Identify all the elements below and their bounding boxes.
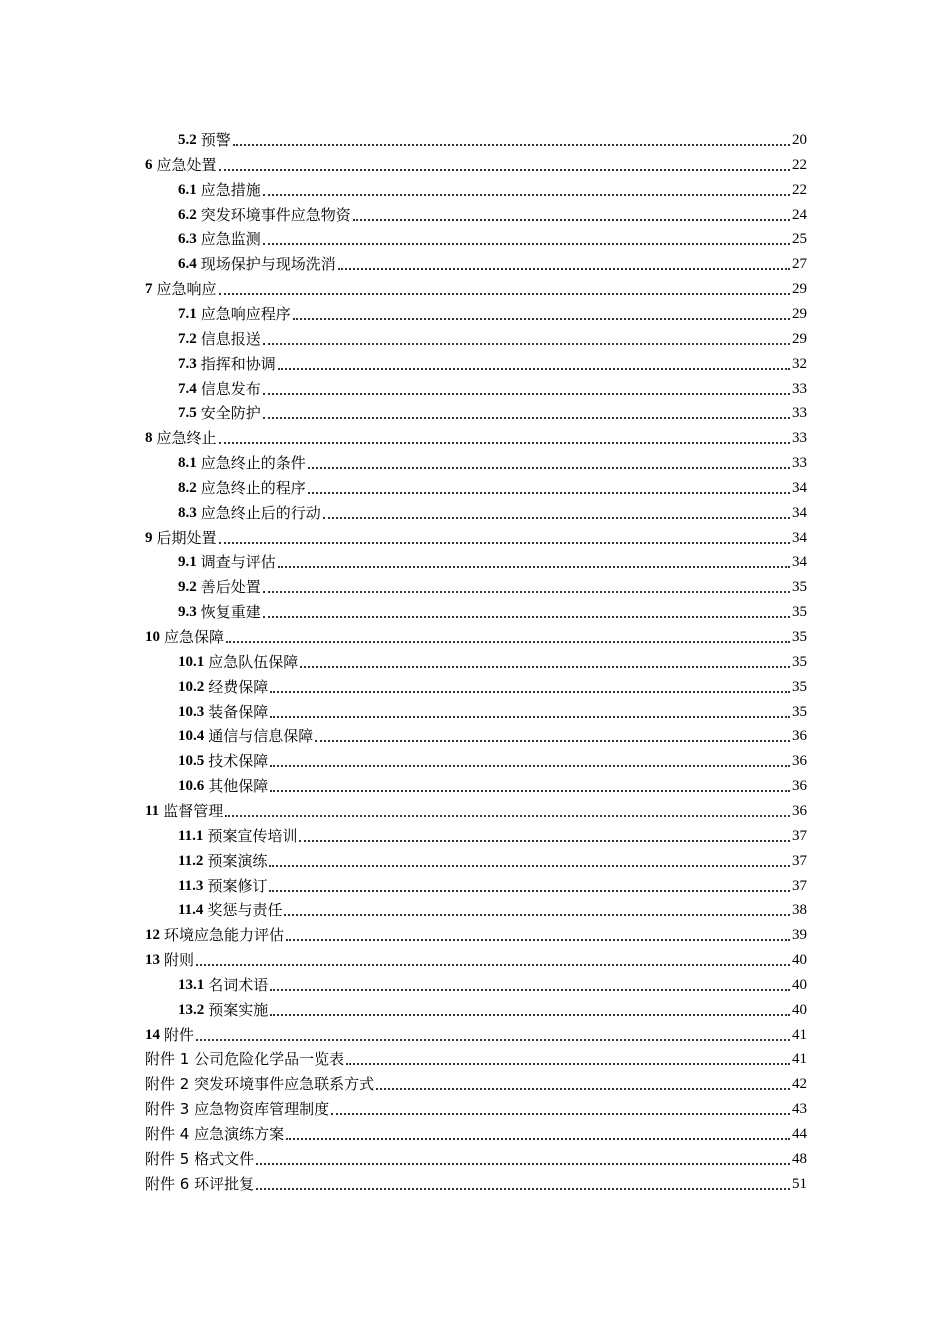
toc-entry-page-number: 44: [792, 1126, 807, 1142]
toc-entry-title: 应急终止: [156, 429, 217, 448]
toc-entry[interactable]: [178, 672, 807, 697]
toc-dot-leader: [256, 1187, 790, 1190]
toc-dot-leader: [293, 317, 790, 320]
toc-dot-leader: [338, 267, 790, 270]
toc-dot-leader: [299, 839, 790, 842]
toc-entry-title: 应急保障: [164, 628, 225, 646]
toc-entry-page-number: 48: [792, 1150, 807, 1167]
toc-dot-leader: [270, 690, 790, 693]
toc-entry-title: 应急终止的条件: [200, 454, 306, 473]
toc-entry[interactable]: [145, 274, 807, 299]
toc-entry-number: 9: [145, 529, 153, 546]
toc-entry-number: 8.2: [178, 479, 197, 496]
toc-entry[interactable]: [178, 597, 807, 622]
toc-dot-leader: [278, 565, 790, 568]
toc-entry-page-number: 34: [792, 504, 807, 521]
toc-entry-page-number: 35: [792, 579, 807, 596]
toc-dot-leader: [323, 516, 790, 519]
toc-dot-leader: [263, 590, 790, 593]
toc-entry-title: 应急响应: [156, 280, 217, 299]
toc-entry-title: 应急响应程序: [200, 304, 291, 323]
toc-dot-leader: [284, 913, 790, 916]
toc-entry-page-number: 43: [792, 1101, 807, 1118]
toc-entry-page-number: 37: [792, 877, 807, 894]
toc-entry-number: 13: [145, 952, 160, 969]
toc-entry-page-number: 37: [792, 827, 807, 844]
toc-entry-title: 附件 2 突发环境事件应急联系方式: [145, 1075, 375, 1094]
toc-dot-leader: [219, 441, 790, 444]
toc-entry-number: 10.1: [178, 653, 205, 670]
toc-dot-leader: [270, 764, 790, 767]
toc-entry-number: 9.2: [178, 579, 197, 596]
toc-entry[interactable]: [145, 796, 807, 821]
toc-entry[interactable]: [178, 995, 807, 1020]
toc-entry-page-number: 34: [792, 529, 807, 546]
toc-entry-title: 指挥和协调: [200, 354, 276, 373]
toc-entry-number: 12: [145, 927, 160, 944]
toc-dot-leader: [308, 491, 790, 494]
toc-entry[interactable]: [178, 374, 807, 399]
toc-entry[interactable]: [145, 150, 807, 175]
toc-entry-page-number: 33: [792, 405, 807, 422]
toc-entry-page-number: 33: [792, 380, 807, 397]
toc-dot-leader: [331, 1112, 790, 1115]
toc-entry-page-number: 37: [792, 852, 807, 869]
toc-entry-number: 7: [145, 281, 153, 298]
toc-entry[interactable]: [178, 224, 807, 249]
toc-entry-number: 6.2: [178, 206, 197, 223]
toc-entry-number: 13.2: [178, 1001, 205, 1018]
toc-entry-number: 11: [145, 802, 160, 819]
toc-entry-number: 11.3: [178, 877, 204, 894]
toc-entry-number: 14: [145, 1026, 160, 1043]
toc-entry-title: 附件 4 应急演练方案: [145, 1125, 285, 1143]
toc-dot-leader: [256, 1162, 790, 1165]
toc-entry-number: 7.2: [178, 330, 197, 347]
toc-entry[interactable]: [178, 349, 807, 374]
toc-entry[interactable]: [178, 175, 807, 200]
toc-entry-title: 应急措施: [200, 180, 261, 199]
toc-entry[interactable]: [178, 200, 807, 225]
toc-entry[interactable]: [178, 299, 807, 324]
toc-entry-title: 信息发布: [200, 379, 261, 398]
toc-entry[interactable]: [145, 1020, 807, 1045]
toc-entry-number: 10.6: [178, 778, 205, 795]
toc-entry-title: 安全防护: [200, 404, 261, 423]
toc-entry[interactable]: [178, 324, 807, 349]
toc-entry-title: 应急处置: [156, 155, 217, 174]
toc-entry-title: 现场保护与现场洗消: [200, 255, 336, 274]
toc-entry[interactable]: [145, 1119, 807, 1144]
toc-entry-number: 7.5: [178, 405, 197, 422]
toc-dot-leader: [269, 864, 790, 867]
toc-entry-number: 10.4: [178, 728, 205, 745]
toc-entry-page-number: 38: [792, 902, 807, 919]
toc-entry-page-number: 33: [792, 455, 807, 472]
toc-dot-leader: [376, 1087, 790, 1090]
toc-entry-number: 6.3: [178, 231, 197, 248]
toc-entry-title: 后期处置: [156, 528, 217, 547]
toc-entry-page-number: 41: [792, 1026, 807, 1043]
toc-entry-title: 装备保障: [208, 702, 269, 721]
toc-dot-leader: [219, 168, 790, 171]
toc-entry-number: 13.1: [178, 976, 205, 993]
toc-entry-title: 预案修订: [207, 876, 268, 895]
toc-entry-number: 5.2: [178, 132, 197, 148]
toc-entry-title: 突发环境事件应急物资: [200, 205, 351, 224]
toc-dot-leader: [353, 218, 790, 221]
toc-entry-number: 9.1: [178, 554, 197, 571]
toc-entry-number: 6.4: [178, 256, 197, 273]
toc-entry-number: 9.3: [178, 604, 197, 621]
toc-entry-page-number: 35: [792, 653, 807, 670]
toc-dot-leader: [269, 889, 790, 892]
toc-dot-leader: [270, 789, 790, 792]
toc-entry[interactable]: [178, 721, 807, 746]
toc-entry[interactable]: [178, 970, 807, 995]
toc-entry[interactable]: [145, 523, 807, 548]
toc-entry-page-number: 29: [792, 305, 807, 322]
toc-entry[interactable]: [178, 125, 807, 150]
toc-dot-leader: [270, 988, 790, 991]
toc-entry[interactable]: [178, 398, 807, 423]
toc-entry-title: 调查与评估: [200, 553, 276, 572]
toc-entry-page-number: 35: [792, 629, 807, 645]
toc-dot-leader: [263, 342, 790, 345]
toc-dot-leader: [286, 938, 790, 941]
toc-entry-page-number: 35: [792, 703, 807, 720]
toc-entry-number: 7.3: [178, 355, 197, 372]
toc-dot-leader: [233, 143, 790, 146]
toc-entry-page-number: 35: [792, 678, 807, 695]
toc-entry-title: 名词术语: [208, 975, 269, 994]
toc-entry-number: 10: [145, 629, 160, 645]
toc-entry-number: 11.2: [178, 852, 204, 869]
toc-entry-title: 预案实施: [208, 1000, 269, 1019]
toc-entry-title: 恢复重建: [200, 603, 261, 622]
toc-entry-title: 应急监测: [200, 230, 261, 249]
toc-dot-leader: [196, 963, 790, 966]
toc-entry[interactable]: [145, 1094, 807, 1119]
toc-dot-leader: [270, 715, 790, 718]
toc-entry-number: 11.4: [178, 902, 204, 919]
toc-entry-title: 通信与信息保障: [208, 727, 314, 746]
toc-entry-title: 技术保障: [208, 752, 269, 771]
toc-entry-title: 附件 1 公司危险化学品一览表: [145, 1050, 345, 1069]
toc-dot-leader: [263, 242, 790, 245]
toc-entry[interactable]: [178, 771, 807, 796]
toc-entry-title: 信息报送: [200, 329, 261, 348]
toc-entry-number: 8.1: [178, 455, 197, 472]
toc-entry-page-number: 22: [792, 156, 807, 173]
toc-entry-page-number: 20: [792, 132, 807, 148]
toc-entry-number: 6: [145, 156, 153, 173]
toc-entry-title: 附件 5 格式文件: [145, 1149, 255, 1168]
toc-dot-leader: [219, 292, 790, 295]
toc-entry-page-number: 51: [792, 1175, 807, 1192]
toc-entry-title: 附则: [164, 951, 195, 970]
toc-entry-title: 预警: [200, 131, 231, 149]
toc-entry-number: 8.3: [178, 504, 197, 521]
toc-entry-page-number: 29: [792, 281, 807, 298]
toc-dot-leader: [263, 193, 790, 196]
toc-dot-leader: [346, 1062, 790, 1065]
toc-entry[interactable]: [178, 448, 807, 473]
toc-entry[interactable]: [178, 846, 807, 871]
toc-entry-title: 经费保障: [208, 677, 269, 696]
toc-entry[interactable]: [178, 473, 807, 498]
toc-entry-title: 奖惩与责任: [207, 901, 283, 920]
toc-entry-number: 8: [145, 430, 153, 447]
toc-entry-title: 预案演练: [207, 851, 268, 870]
toc-entry-title: 预案宣传培训: [207, 826, 298, 845]
toc-entry-page-number: 32: [792, 355, 807, 372]
toc-dot-leader: [263, 416, 790, 419]
toc-entry[interactable]: [145, 1169, 807, 1194]
toc-entry-title: 附件 3 应急物资库管理制度: [145, 1100, 330, 1119]
toc-entry-page-number: 41: [792, 1051, 807, 1068]
toc-dot-leader: [263, 615, 790, 618]
toc-entry[interactable]: [178, 895, 807, 920]
toc-entry-page-number: 33: [792, 430, 807, 447]
toc-entry-page-number: 36: [792, 802, 807, 819]
toc-entry[interactable]: [145, 622, 807, 647]
toc-entry-number: 6.1: [178, 181, 197, 198]
toc-entry-number: 10.2: [178, 678, 205, 695]
toc-entry-title: 应急队伍保障: [208, 652, 299, 671]
toc-entry-page-number: 39: [792, 927, 807, 944]
toc-entry[interactable]: [178, 547, 807, 572]
toc-entry[interactable]: [178, 572, 807, 597]
toc-entry[interactable]: [178, 746, 807, 771]
toc-entry-page-number: 24: [792, 206, 807, 223]
toc-dot-leader: [308, 466, 790, 469]
toc-entry-title: 附件 6 环评批复: [145, 1174, 255, 1193]
toc-entry-page-number: 36: [792, 778, 807, 795]
toc-entry-title: 监督管理: [163, 801, 224, 820]
toc-entry-page-number: 34: [792, 479, 807, 496]
toc-dot-leader: [300, 665, 790, 668]
toc-entry-title: 附件: [164, 1025, 195, 1044]
toc-entry[interactable]: [145, 945, 807, 970]
toc-entry-title: 应急终止的程序: [200, 478, 306, 497]
toc-entry[interactable]: [178, 647, 807, 672]
toc-entry-title: 善后处置: [200, 578, 261, 597]
toc-dot-leader: [196, 1038, 790, 1041]
toc-entry[interactable]: [145, 1044, 807, 1069]
toc-entry-page-number: 35: [792, 604, 807, 621]
toc-entry-page-number: 27: [792, 256, 807, 273]
toc-dot-leader: [278, 367, 790, 370]
toc-dot-leader: [226, 640, 790, 643]
toc-entry-page-number: 34: [792, 554, 807, 571]
toc-entry-page-number: 42: [792, 1076, 807, 1093]
toc-dot-leader: [286, 1137, 790, 1140]
toc-entry[interactable]: [145, 423, 807, 448]
toc-dot-leader: [270, 1013, 790, 1016]
toc-entry-page-number: 40: [792, 952, 807, 969]
toc-dot-leader: [263, 392, 790, 395]
toc-entry-page-number: 25: [792, 231, 807, 248]
toc-entry-title: 其他保障: [208, 777, 269, 796]
toc-entry[interactable]: [178, 821, 807, 846]
toc-dot-leader: [315, 739, 790, 742]
toc-entry-number: 7.4: [178, 380, 197, 397]
toc-entry[interactable]: [178, 498, 807, 523]
toc-entry-page-number: 29: [792, 330, 807, 347]
toc-entry-number: 11.1: [178, 827, 204, 844]
toc-dot-leader: [225, 814, 790, 817]
toc-entry-number: 7.1: [178, 305, 197, 322]
toc-entry-page-number: 22: [792, 181, 807, 198]
toc-entry[interactable]: [178, 871, 807, 896]
toc-entry-number: 10.3: [178, 703, 205, 720]
toc-entry-page-number: 40: [792, 976, 807, 993]
toc-entry-number: 10.5: [178, 753, 205, 770]
toc-dot-leader: [219, 541, 790, 544]
toc-entry-page-number: 36: [792, 753, 807, 770]
toc-entry[interactable]: [145, 920, 807, 945]
toc-entry-title: 应急终止后的行动: [200, 503, 321, 522]
toc-entry-title: 环境应急能力评估: [164, 926, 285, 945]
toc-entry[interactable]: [178, 697, 807, 722]
toc-entry-page-number: 36: [792, 728, 807, 745]
toc-entry-page-number: 40: [792, 1001, 807, 1018]
toc-entry[interactable]: [145, 1069, 807, 1094]
toc-entry[interactable]: [178, 249, 807, 274]
toc-entry[interactable]: [145, 1144, 807, 1169]
